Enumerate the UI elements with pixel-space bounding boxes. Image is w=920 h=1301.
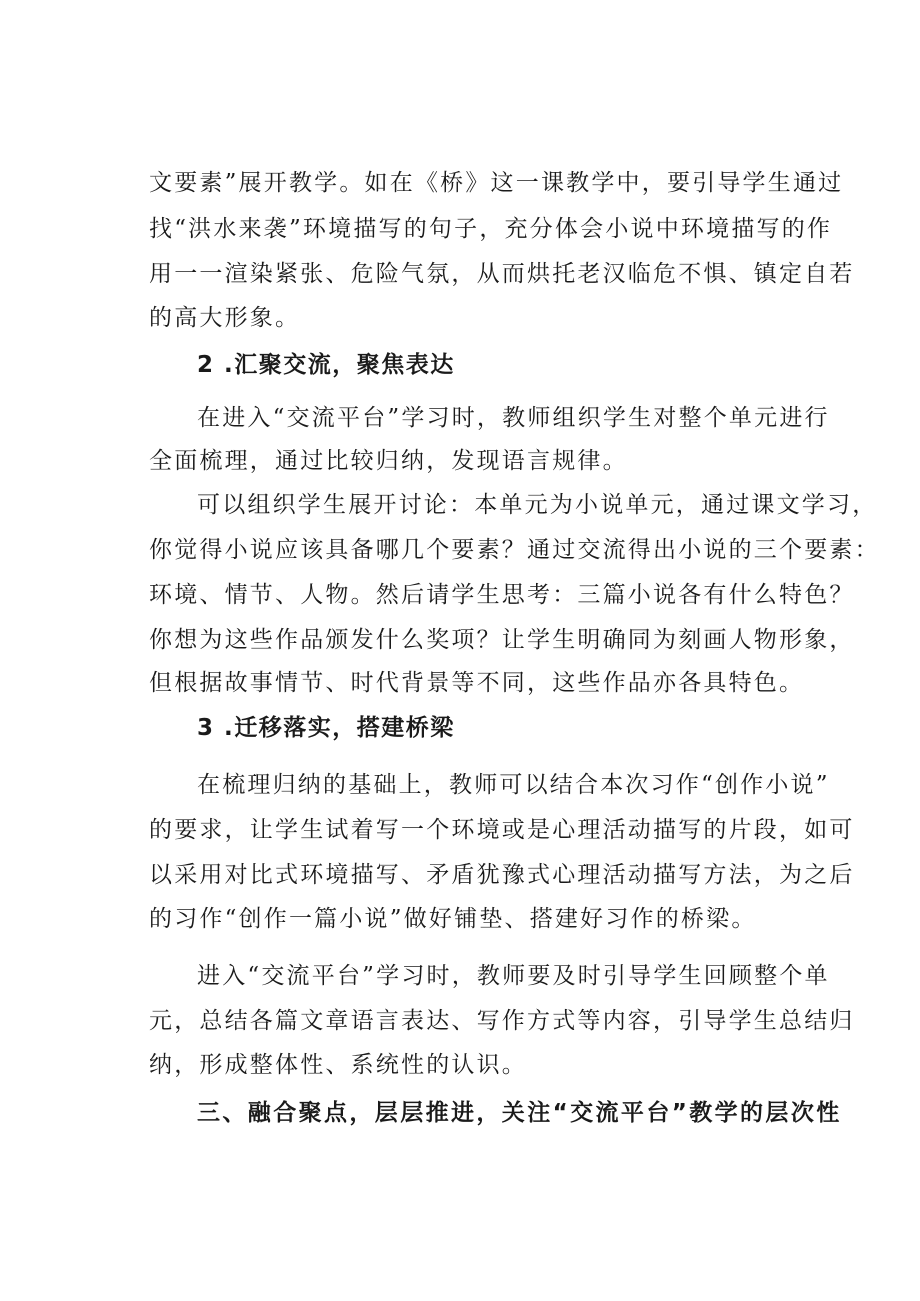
paragraph-2b-line-2: 你觉得小说应该具备哪几个要素？通过交流得出小说的三个要素： [149, 537, 880, 563]
paragraph-2b-line-4: 你想为这些作品颁发什么奖项？让学生明确同为刻画人物形象， [149, 627, 855, 653]
paragraph-2b-line-5: 但根据故事情节、时代背景等不同，这些作品亦各具特色。 [149, 670, 805, 696]
paragraph-3a-line-2: 的要求，让学生试着写一个环境或是心理活动描写的片段，如可 [149, 817, 855, 843]
paragraph-intro-line-4: 的高大形象。 [149, 305, 301, 331]
section-heading-3: 三、融合聚点，层层推进，关注“交流平台”教学的层次性 [197, 1100, 842, 1126]
paragraph-2a-line-2: 全面梳理，通过比较归纳，发现语言规律。 [149, 448, 628, 474]
paragraph-intro-line-3: 用一一渲染紧张、危险气氛，从而烘托老汉临危不惧、镇定自若 [149, 261, 855, 287]
paragraph-3b-line-2: 元，总结各篇文章语言表达、写作方式等内容，引导学生总结归 [149, 1008, 855, 1034]
paragraph-3a-line-1: 在梳理归纳的基础上，教师可以结合本次习作“创作小说” [197, 772, 830, 798]
paragraph-3b-line-1: 进入“交流平台”学习时，教师要及时引导学生回顾整个单 [197, 963, 830, 989]
subheading-3: 3 .迁移落实，搭建桥梁 [197, 715, 455, 741]
subheading-2: 2 .汇聚交流，聚焦表达 [197, 352, 455, 378]
paragraph-2a-line-1: 在进入“交流平台”学习时，教师组织学生对整个单元进行 [197, 405, 830, 431]
paragraph-2b-line-1: 可以组织学生展开讨论：本单元为小说单元，通过课文学习， [197, 492, 878, 518]
paragraph-3b-line-3: 纳，形成整体性、系统性的认识。 [149, 1052, 527, 1078]
paragraph-intro-line-1: 文要素”展开教学。如在《桥》这一课教学中，要引导学生通过 [149, 170, 844, 196]
paragraph-2b-line-3: 环境、情节、人物。然后请学生思考：三篇小说各有什么特色？ [149, 582, 855, 608]
paragraph-3a-line-4: 的习作“创作一篇小说”做好铺垫、搭建好习作的桥梁。 [149, 906, 757, 932]
paragraph-intro-line-2: 找“洪水来袭”环境描写的句子，充分体会小说中环境描写的作 [149, 216, 833, 242]
paragraph-3a-line-3: 以采用对比式环境描写、矛盾犹豫式心理活动描写方法，为之后 [149, 862, 855, 888]
